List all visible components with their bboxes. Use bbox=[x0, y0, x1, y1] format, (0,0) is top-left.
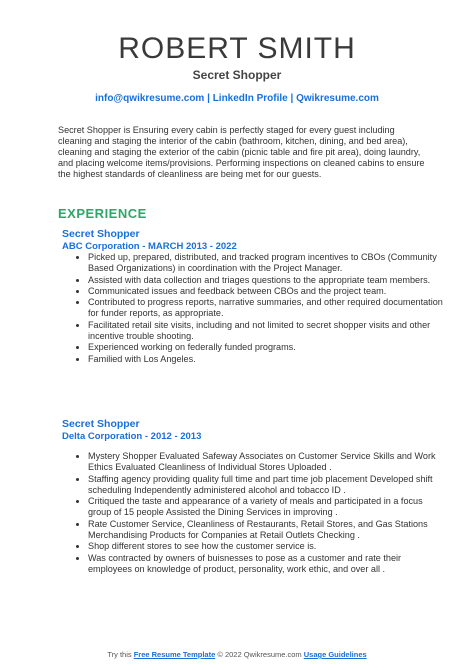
footer bbox=[0, 650, 474, 659]
job-bullet-list bbox=[62, 451, 444, 575]
list-item: • Critiqued the taste and appearance of a variety of meals and participated in a focus group of 15 people Assisted the Dining Services in improving . bbox=[88, 496, 444, 519]
job-bullet-list bbox=[62, 252, 444, 365]
job-company-dates: Delta Corporation - 2012 - 2013 bbox=[62, 431, 202, 442]
list-item: • Staffing agency providing quality full time and part time job placement Developed shift scheduling Independently administered alcohol and tobacco ID . bbox=[88, 474, 444, 497]
list-item: • Experienced working on federally funded programs. bbox=[88, 342, 444, 353]
job-title: Secret Shopper bbox=[62, 228, 140, 240]
candidate-name: ROBERT SMITH bbox=[118, 32, 356, 65]
contact-separator: | bbox=[204, 93, 213, 104]
list-item: • Communicated issues and feedback between CBOs and the project team. bbox=[88, 286, 444, 297]
job-title: Secret Shopper bbox=[62, 418, 140, 430]
list-item: • Facilitated retail site visits, including and not limited to secret shopper visits and other incentive trouble shooting. bbox=[88, 320, 444, 343]
list-item: • Shop different stores to see how the customer service is. bbox=[88, 541, 444, 552]
usage-guidelines-link[interactable]: Usage Guidelines bbox=[303, 650, 367, 659]
free-template-link[interactable]: Free Resume Template bbox=[133, 650, 216, 659]
summary-paragraph: Secret Shopper is Ensuring every cabin is perfectly staged for every guest including cleaning and staging the interior of the cabin (bathroom, kitchen, dining, and bed area), cleaning and staging the exterior of the cabin (picnic table and fire pit area), doing laundry, and placing welcome items/provisions. Performing inspections on cleaned cabins to ensure the highest standards of cleanliness are being met for our guests. bbox=[58, 125, 425, 179]
list-item: • Was contracted by owners of buisnesses to pose as a customer and rate their employees on knowledge of product, personality, work ethic, and over all . bbox=[88, 553, 444, 576]
list-item: • Rate Customer Service, Cleanliness of Restaurants, Retail Stores, and Gas Stations Merchandising Products for Companies at Retail Outlets Checking . bbox=[88, 519, 444, 542]
contact-separator: | bbox=[287, 93, 297, 104]
job-company-dates: ABC Corporation - MARCH 2013 - 2022 bbox=[62, 241, 237, 252]
list-item: • Assisted with data collection and triages questions to the appropriate team members. bbox=[88, 275, 444, 286]
linkedin-link[interactable]: LinkedIn Profile bbox=[212, 93, 288, 104]
experience-heading: EXPERIENCE bbox=[58, 206, 147, 221]
list-item: • Familied with Los Angeles. bbox=[88, 354, 444, 365]
email-link[interactable]: info@qwikresume.com bbox=[95, 93, 205, 104]
list-item: • Contributed to progress reports, narrative summaries, and other required documentation for funder reports, as appropriate. bbox=[88, 297, 444, 320]
list-item: • Picked up, prepared, distributed, and tracked program incentives to CBOs (Community Based Organizations) in coordination with the Project Manager. bbox=[88, 252, 444, 275]
footer-prefix: Try this bbox=[107, 650, 134, 659]
contact-line bbox=[0, 93, 474, 105]
website-link[interactable]: Qwikresume.com bbox=[296, 93, 379, 104]
list-item: • Mystery Shopper Evaluated Safeway Associates on Customer Service Skills and Work Ethics Evaluated Cleanliness of Individual Stores Uploaded . bbox=[88, 451, 444, 474]
candidate-role: Secret Shopper bbox=[192, 68, 282, 82]
footer-copyright: © 2022 Qwikresume.com bbox=[215, 650, 304, 659]
